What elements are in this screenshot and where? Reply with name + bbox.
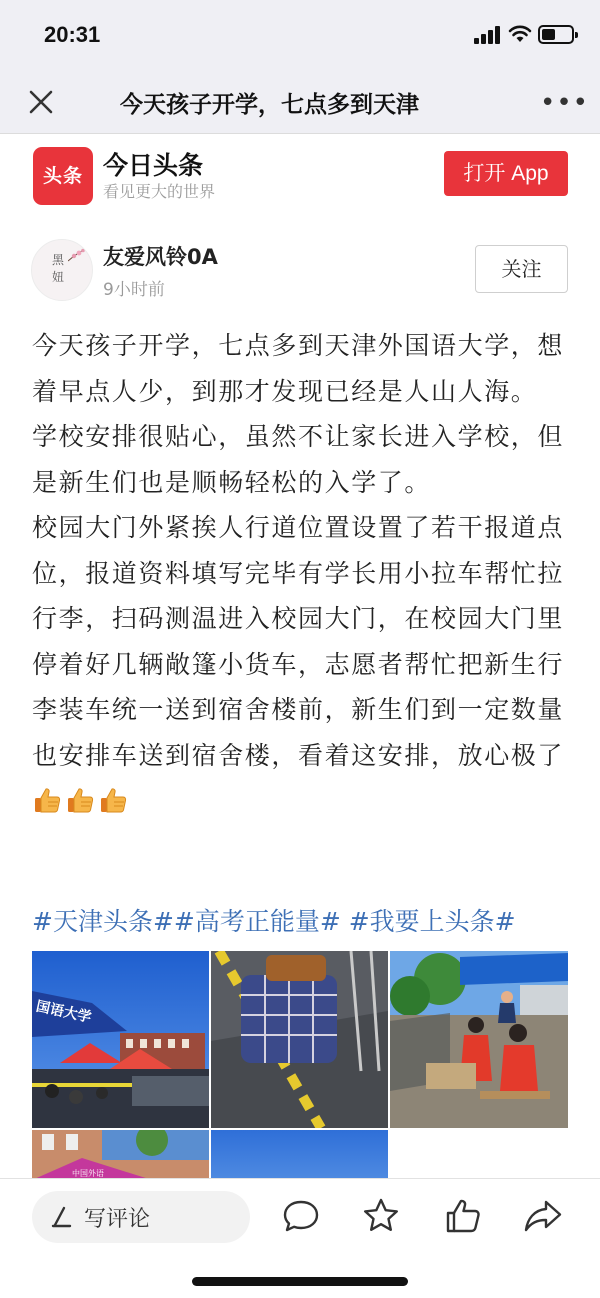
photo-luggage-bag[interactable] bbox=[211, 951, 388, 1128]
status-bar bbox=[0, 0, 600, 70]
battery-icon bbox=[538, 25, 574, 44]
tent-sign-text: 中国外语 bbox=[72, 1169, 104, 1178]
author-name[interactable]: 友爱风铃0A bbox=[103, 245, 218, 269]
like-icon[interactable] bbox=[442, 1195, 484, 1237]
page-title: 今天孩子开学，七点多到天津 bbox=[120, 92, 419, 118]
battery-level bbox=[542, 29, 555, 40]
post-time: 9小时前 bbox=[103, 280, 165, 300]
avatar[interactable] bbox=[31, 239, 93, 301]
star-icon[interactable] bbox=[360, 1195, 402, 1237]
status-time: 20:31 bbox=[44, 22, 101, 47]
photo-blue-sky[interactable] bbox=[211, 1130, 388, 1181]
share-icon[interactable] bbox=[522, 1195, 564, 1237]
bottom-bar bbox=[0, 1178, 600, 1298]
pen-icon bbox=[50, 1206, 72, 1228]
photo-campus-building[interactable] bbox=[32, 1130, 209, 1181]
more-icon[interactable]: ••• bbox=[540, 88, 590, 118]
blossom-icon bbox=[68, 248, 86, 262]
hashtags[interactable]: #天津头条##高考正能量# #我要上头条# bbox=[32, 907, 516, 936]
article-body bbox=[32, 323, 572, 824]
app-slogan: 看见更大的世界 bbox=[103, 182, 216, 201]
avatar-text: 黑 妞 bbox=[52, 253, 65, 284]
thumbs-up-icon bbox=[65, 785, 95, 815]
wifi-icon bbox=[508, 24, 532, 44]
comment-input[interactable] bbox=[32, 1191, 250, 1243]
photo-grid bbox=[32, 951, 568, 1181]
signal-icon bbox=[474, 26, 500, 44]
open-app-button[interactable]: 打开 App bbox=[444, 151, 568, 196]
thumbs-up-icon bbox=[32, 785, 62, 815]
comment-icon[interactable] bbox=[280, 1195, 322, 1237]
home-indicator bbox=[192, 1277, 408, 1286]
gate-sign-text: 国语大学 bbox=[34, 998, 93, 1026]
thumbs-up-icon bbox=[98, 785, 128, 815]
photo-university-gate[interactable] bbox=[32, 951, 209, 1128]
article-paragraph: 校园大门外紧挨人行道位置设置了若干报道点位，报道资料填写完毕有学长用小拉车帮忙拉行李，扫码测温进入校园大门，在校园大门里停着好几辆敞篷小货车，志愿者帮忙把新生行李装车统一送到宿舍楼前，新生们到一定数量也安排车送到宿舍楼，看着这安排，放心极了 bbox=[32, 505, 572, 824]
article-paragraph: 今天孩子开学，七点多到天津外国语大学，想着早点人少，到那才发现已经是人山人海。 bbox=[32, 331, 565, 406]
comment-label: 写评论 bbox=[84, 1207, 151, 1232]
nav-bar bbox=[0, 70, 600, 134]
app-name: 今日头条 bbox=[103, 151, 204, 180]
close-icon[interactable] bbox=[26, 87, 56, 117]
toutiao-logo: 头条 bbox=[33, 147, 93, 205]
emoji-group bbox=[32, 786, 131, 815]
article-paragraph: 学校安排很贴心，虽然不让家长进入学校，但是新生们也是顺畅轻松的入学了。 bbox=[32, 422, 565, 497]
follow-button[interactable]: 关注 bbox=[475, 245, 568, 293]
photo-volunteers[interactable] bbox=[390, 951, 568, 1128]
